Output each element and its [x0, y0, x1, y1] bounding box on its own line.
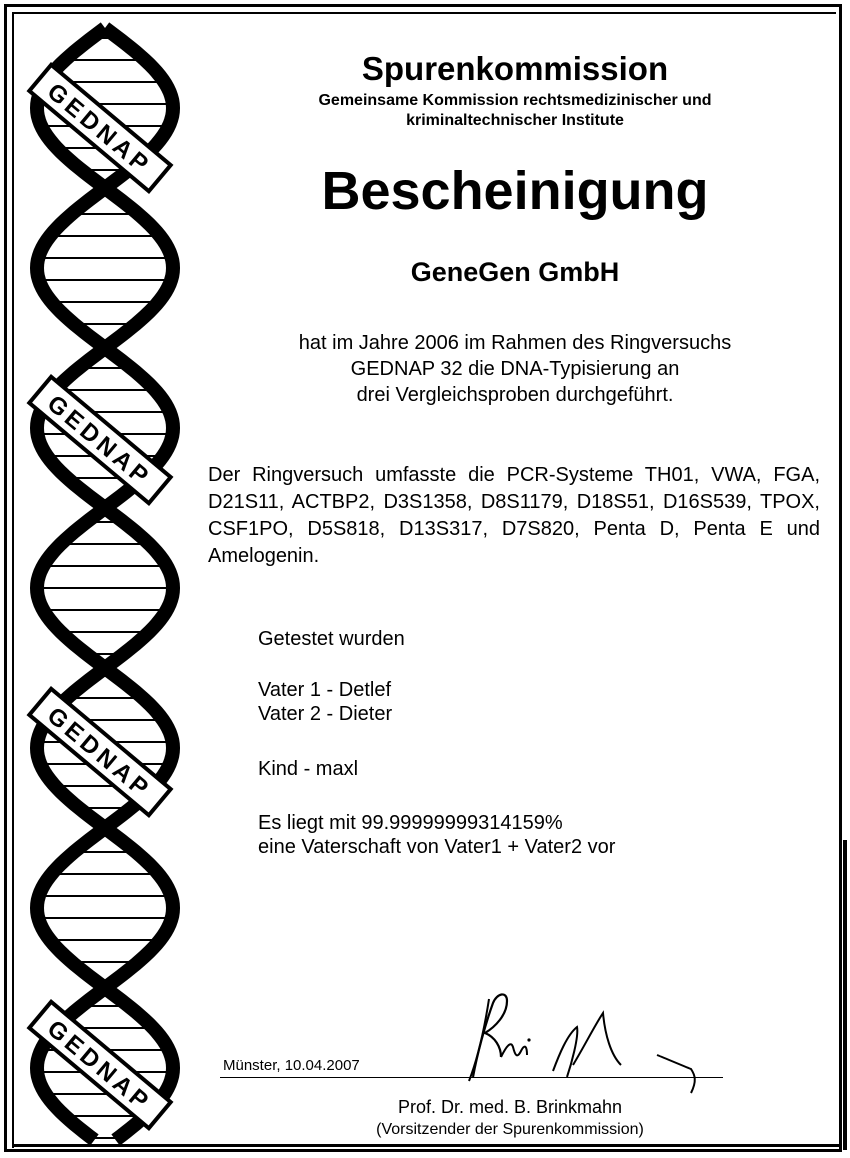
gednap-band: [29, 65, 170, 191]
father-2: Vater 2 - Dieter: [258, 703, 393, 725]
organization-subtitle-line1: Gemeinsame Kommission rechtsmedizinischer und: [318, 92, 712, 109]
organization-subtitle-line2: kriminaltechnischer Institute: [406, 112, 624, 129]
result-line1: Es liegt mit 99.99999999314159%: [258, 812, 563, 834]
handwritten-signature: [455, 985, 715, 1095]
gednap-band-label: GEDNAP: [41, 78, 157, 181]
certificate-title: Bescheinigung: [321, 161, 709, 221]
gednap-band-label: GEDNAP: [41, 1015, 157, 1118]
intro-line3: drei Vergleichsproben durchgeführt.: [356, 384, 674, 406]
result-statement: [258, 811, 615, 859]
signer-role: (Vorsitzender der Spurenkommission): [376, 1121, 644, 1138]
intro-line1: hat im Jahre 2006 im Rahmen des Ringversuchs: [298, 332, 732, 354]
signature-line: [220, 1077, 723, 1078]
result-line2: eine Vaterschaft von Vater1 + Vater2 vor: [258, 836, 616, 858]
gednap-band-label: GEDNAP: [41, 390, 157, 493]
organization-subtitle: [270, 91, 760, 131]
organization-name: Spurenkommission: [361, 50, 669, 87]
intro-line2: GEDNAP 32 die DNA-Typisierung an: [350, 358, 680, 380]
tested-label: Getestet wurden: [258, 628, 405, 650]
intro-paragraph: [240, 330, 790, 408]
helix-strand-right: [37, 28, 173, 1140]
gednap-band: [29, 377, 170, 503]
dna-helix-illustration: [0, 0, 215, 1158]
fathers-list: [258, 678, 392, 726]
pcr-systems-paragraph: Der Ringversuch umfasste die PCR-Systeme TH01, VWA, FGA, D21S11, ACTBP2, D3S1358, D8S1179, D18S51, D16S539, TPOX, CSF1PO, D5S818, D13S317, D7S820, Penta D, Penta E und Amelogenin.: [208, 464, 820, 567]
company-name: GeneGen GmbH: [410, 257, 620, 287]
border-accent-right: [843, 840, 847, 1150]
signer-name: Prof. Dr. med. B. Brinkmahn: [397, 1097, 623, 1117]
child-entry: Kind - maxl: [258, 758, 359, 780]
place-date: Münster, 10.04.2007: [223, 1057, 360, 1074]
father-1: Vater 1 - Detlef: [258, 679, 392, 701]
gednap-band-label: GEDNAP: [41, 702, 157, 805]
